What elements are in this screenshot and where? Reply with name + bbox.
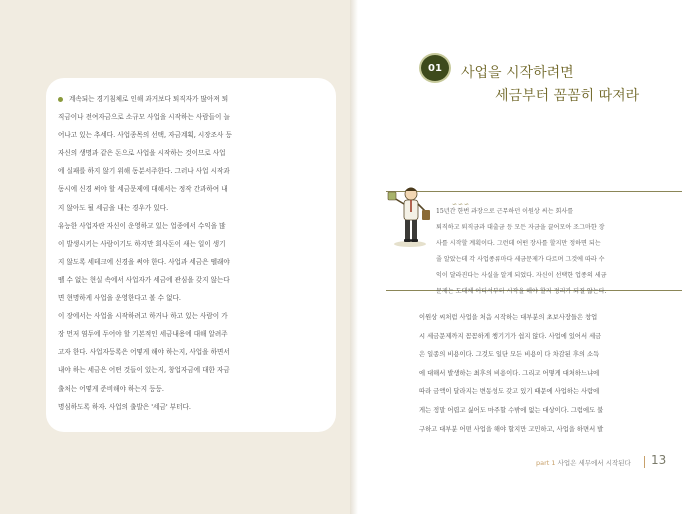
footer-divider <box>644 456 645 468</box>
footer-part-label: part 1 <box>536 459 556 467</box>
bullet-icon <box>58 97 63 102</box>
story-text: 15년간 한번 과장으로 근무하던 이원상 씨는 회사를 퇴직하고 퇴직금과 대출금 등 모든 자금을 끌어모아 조그마한 장 사를 시작할 계획이다. 그런데 어떤 장사를 할지만 정하면 되는 줄 알았는데 각 사업종류마다 세금문제가 다르며 그것에 따라 수 익이 달라진다는 사실을 알게 되었다. 자신이 선택한 업종의 세금 문제는 도대체 어디서부터 시작을 해야 할지 정리가 되질 않는다. <box>436 208 607 295</box>
businessman-illustration-icon <box>384 180 432 248</box>
body-text: 이원상 씨처럼 사업을 처음 시작하는 대부분의 초보사장들은 창업 시 세금문제까지 꼼꼼하게 챙기기가 쉽지 않다. 사업에 있어서 세금 은 일종의 비용이다. 그것도 일단 모든 비용이 다 차감된 후의 소득 에 대해서 발생하는 최후의 비용이다. 그리고 어떻게 대처하느냐에 따라 금액이 달라지는 변동성도 갖고 있기 때문에 사업하는 사람에 게는 정말 어렵고 싫어도 마주할 수밖에 없는 대상이다. 그럼에도 불 구하고 대부분 어떤 사업을 해야 할지만 고민하고, 사업을 하면서 발 <box>419 314 604 433</box>
quote-ornament: ∽∽∽ <box>452 201 471 208</box>
intro-text <box>58 90 322 416</box>
intro-paragraph: 계속되는 경기침체로 인해 과거보다 퇴직자가 많아져 퇴 직금이나 전여자금으로 소규모 사업을 시작하는 사람들이 늘 어나고 있는 추세다. 사업종목의 선택, 자금계획, 시장조사 등 자신의 생명과 같은 돈으로 사업을 시작하는 것이므로 사업 에 실패를 하지 않기 위해 동분서주한다. 그러나 사업 시작과 동시에 신경 써야 할 세금문제에 대해서는 정작 간과하여 내 지 않아도 될 세금을 내는 경우가 있다. 유능한 사업자란 자신이 운영하고 있는 업종에서 수익을 많 이 발생시키는 사람이기도 하지만 회사돈이 새는 일이 생기 지 않도록 세테크에 신경을 써야 한다. 사업과 세금은 뗄래야 뗄 수 없는 현실 속에서 사업자가 세금에 관심을 갖지 않는다 면 현명하게 사업을 운영한다고 볼 수 없다. 이 장에서는 사업을 시작하려고 하거나 하고 있는 사람이 가 장 먼저 염두에 두어야 할 기본적인 세금내용에 대해 알려주 고자 한다. 사업자등록은 어떻게 해야 하는지, 사업을 하면서 내야 하는 세금은 어떤 것들이 있는지, 창업자금에 대한 자금 출처는 어떻게 준비해야 하는지 등등. 명심하도록 하자. 사업의 출발은 '세금' 부터다. <box>58 95 232 411</box>
footer-chapter-title: 사업은 세무에서 시작된다 <box>557 459 631 467</box>
page-gutter <box>350 0 358 514</box>
section-title-line2: 세금부터 꼼꼼히 따져라 <box>495 88 640 104</box>
section-number-badge: 01 <box>421 55 449 81</box>
running-footer <box>536 458 631 467</box>
section-title-line1: 사업을 시작하려면 <box>461 65 574 81</box>
page-number: 13 <box>651 453 667 467</box>
intro-card <box>46 78 336 432</box>
